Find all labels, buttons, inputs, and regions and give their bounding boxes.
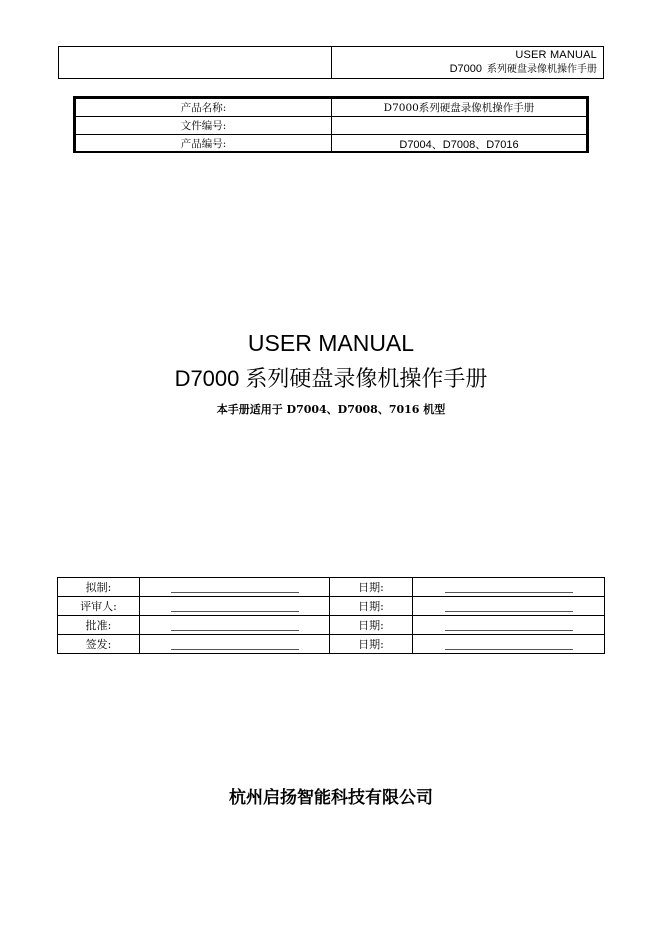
date-line [445,602,573,612]
date-field [413,597,605,616]
signature-field [140,616,330,635]
signature-field [140,578,330,597]
date-label: 日期: [330,616,413,635]
page-header [58,46,604,79]
info-label-product-number: 产品编号: [76,135,332,153]
approval-table [57,577,605,650]
document-title-chinese [0,364,662,395]
company-name: 杭州启扬智能科技有限公司 [229,788,433,808]
date-label: 日期: [330,597,413,616]
signature-line [171,583,299,593]
date-field [413,635,605,654]
info-value-product-name: D7000系列硬盘录像机操作手册 [332,99,587,117]
approval-label-reviewer: 评审人: [58,597,140,616]
date-line [445,621,573,631]
date-label: 日期: [330,635,413,654]
table-row [76,135,587,153]
date-field [413,578,605,597]
signature-line [171,602,299,612]
date-line [445,640,573,650]
document-title-english: USER MANUAL [247,330,415,356]
info-value-product-number: D7004、D7008、D7016 [399,138,519,151]
info-value-file-number [332,117,587,135]
product-info-table [73,96,589,153]
approval-label-issue: 签发: [58,635,140,654]
date-label: 日期: [330,578,413,597]
signature-field [140,597,330,616]
table-row [58,597,605,616]
header-left-cell [59,47,332,78]
header-model: D7000 [449,63,482,75]
signature-field [140,635,330,654]
date-line [445,583,573,593]
table-row [58,616,605,635]
table-row [58,635,605,654]
header-product-text: 系列硬盘录像机操作手册 [487,64,597,75]
signature-line [171,621,299,631]
header-product-name [450,62,597,77]
title-model: D7000 [174,366,240,391]
signature-line [171,640,299,650]
document-subtitle: 本手册适用于 D7004、D7008、7016 机型 [216,403,446,416]
approval-label-draft: 拟制: [58,578,140,597]
info-value-product-number-cell [332,135,587,153]
header-manual-label: USER MANUAL [515,49,597,61]
table-row [58,578,605,597]
approval-label-approve: 批准: [58,616,140,635]
info-label-product-name: 产品名称: [76,99,332,117]
title-product-text: 系列硬盘录像机操作手册 [245,367,488,392]
info-label-file-number: 文件编号: [76,117,332,135]
header-right-cell [332,47,603,78]
date-field [413,616,605,635]
table-row [76,99,587,117]
table-row [76,117,587,135]
